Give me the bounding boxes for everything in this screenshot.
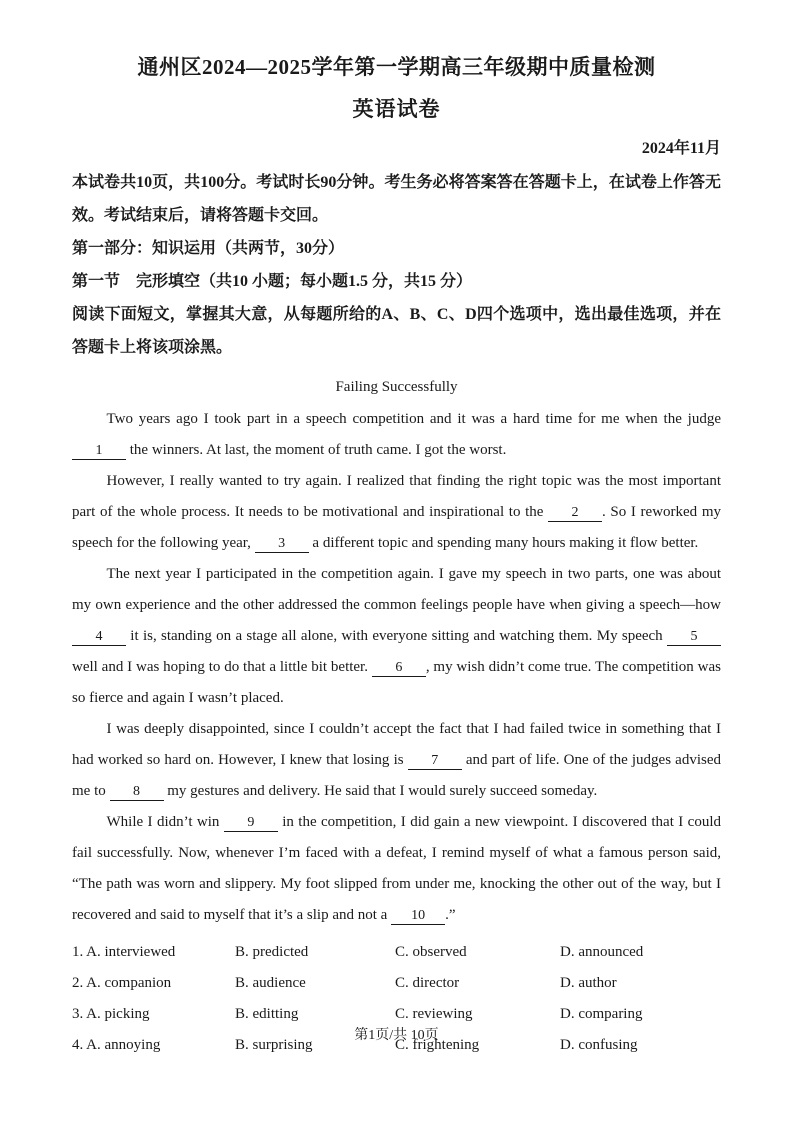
option-4a: 4. A. annoying bbox=[72, 1037, 161, 1053]
cloze-directions: 阅读下面短文，掌握其大意，从每题所给的A、B、C、D四个选项中，选出最佳选项，并在答题卡上将该项涂黑。 bbox=[72, 306, 721, 356]
cloze-blank-1: 1 bbox=[72, 442, 126, 460]
exam-date: 2024年11月 bbox=[641, 140, 721, 157]
option-1a: 1. A. interviewed bbox=[72, 944, 176, 960]
option-3b: B. editting bbox=[235, 1006, 299, 1022]
doc-subtitle: 英语试卷 bbox=[352, 97, 441, 121]
option-2c: C. director bbox=[395, 975, 460, 991]
option-4d: D. confusing bbox=[560, 1037, 638, 1053]
cloze-blank-7: 7 bbox=[408, 752, 462, 770]
cloze-blank-3: 3 bbox=[255, 535, 309, 553]
exam-note: 本试卷共10页，共100分。考试时长90分钟。考生务必将答案答在答题卡上，在试卷上作答无效。考试结束后，请将答题卡交回。 bbox=[72, 174, 721, 224]
passage-paragraph-3: The next year I participated in the competition again. I gave my speech in two parts, one was about my own experience and the other addressed the common feelings people have when giving a speech—how 4 it is, standing on a stage all alone, with everyone sitting and watching them. My speech 5 well and I was hoping to do that a little bit better. 6 , my wish didn’t come true. The competition was so fierce and again I wasn’t placed. bbox=[72, 566, 721, 706]
part1-heading: 第一部分：知识运用（共两节，30分） bbox=[72, 240, 345, 257]
option-1d: D. announced bbox=[560, 944, 644, 960]
cloze-blank-8: 8 bbox=[110, 783, 164, 801]
passage-title: Failing Successfully bbox=[335, 379, 458, 395]
passage-paragraph-2: However, I really wanted to try again. I realized that finding the right topic was the most important part of the whole process. It needs to be motivational and inspirational to the 2 . So I reworked my speech for the following year, 3 a different topic and spending many hours making it flow better. bbox=[72, 473, 721, 551]
passage-paragraph-4: I was deeply disappointed, since I couldn’t accept the fact that I had failed twice in something that I had worked so hard on. However, I knew that losing is 7 and part of life. One of the judges advised me to 8 my gestures and delivery. He said that I would surely succeed someday. bbox=[72, 721, 721, 799]
option-2b: B. audience bbox=[235, 975, 306, 991]
option-2d: D. author bbox=[560, 975, 617, 991]
cloze-blank-9: 9 bbox=[224, 814, 278, 832]
option-3a: 3. A. picking bbox=[72, 1006, 150, 1022]
option-3c: C. reviewing bbox=[395, 1006, 473, 1022]
cloze-blank-6: 6 bbox=[372, 659, 426, 677]
cloze-blank-4: 4 bbox=[72, 628, 126, 646]
cloze-blank-2: 2 bbox=[548, 504, 602, 522]
cloze-blank-10: 10 bbox=[391, 907, 445, 925]
section1-heading: 第一节 完形填空（共10 小题；每小题1.5 分，共15 分） bbox=[72, 273, 473, 290]
option-row-1 bbox=[72, 937, 721, 968]
option-1c: C. observed bbox=[395, 944, 467, 960]
passage-paragraph-1: Two years ago I took part in a speech competition and it was a hard time for me when the judge 1 the winners. At last, the moment of truth came. I got the worst. bbox=[72, 404, 721, 466]
option-row-2 bbox=[72, 968, 721, 999]
doc-title: 通州区2024—2025学年第一学期高三年级期中质量检测 bbox=[137, 55, 656, 79]
cloze-blank-5: 5 bbox=[667, 628, 721, 646]
page-footer: 第1页/共 10页 bbox=[354, 1028, 439, 1043]
option-2a: 2. A. companion bbox=[72, 975, 172, 991]
option-3d: D. comparing bbox=[560, 1006, 643, 1022]
option-4b: B. surprising bbox=[235, 1037, 313, 1053]
option-1b: B. predicted bbox=[235, 944, 309, 960]
option-4c: C. frightening bbox=[395, 1037, 480, 1053]
passage-paragraph-5: While I didn’t win 9 in the competition, I did gain a new viewpoint. I discovered that I could fail successfully. Now, whenever I’m faced with a defeat, I remind myself of what a famous person said, “The path was worn and slippery. My foot slipped from under me, knocking the other out of the way, but I recovered and said to myself that it’s a slip and not a 10 .” bbox=[72, 814, 721, 923]
